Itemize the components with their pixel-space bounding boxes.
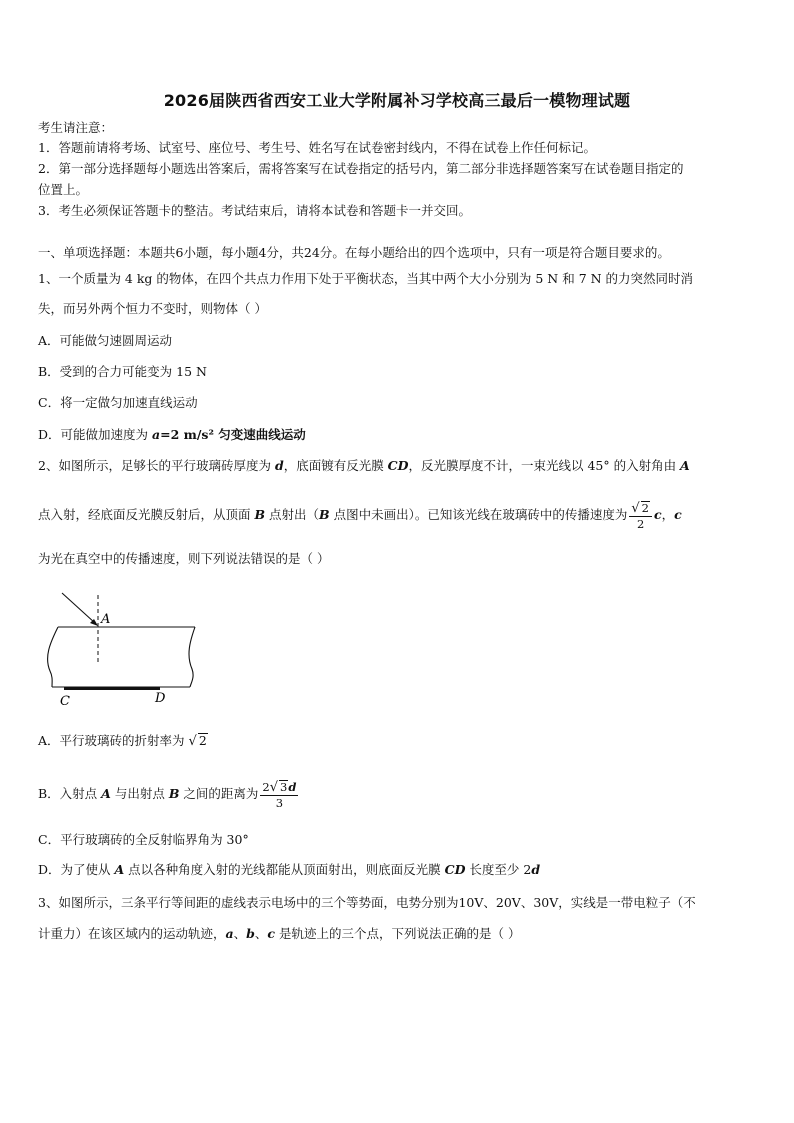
q2-opt-text: 长度至少 2 <box>465 862 532 877</box>
incident-ray <box>62 593 95 623</box>
q2-var-c: c <box>674 507 682 522</box>
q2-text: ， <box>661 507 675 522</box>
q2-distance-fraction: $\frac{2√ 3d}{3}$ <box>262 779 297 810</box>
q2-frac-coef: 2 <box>262 779 270 794</box>
q3-text: 计重力）在该区域内的运动轨迹， <box>38 926 226 941</box>
q3-text: 是轨迹上的三个点，下列说法正确的是（ ） <box>275 926 521 941</box>
q2-var-d: d <box>531 862 541 877</box>
q2-var-cd: CD <box>387 458 409 473</box>
page-title: 2026届陕西省西安工业大学附属补习学校高三最后一模物理试题 <box>163 91 631 110</box>
q2-opt-text: D．为了使从 <box>38 862 115 877</box>
q2-var-c: c <box>653 507 662 522</box>
q2-text: 点射出（ <box>265 507 320 522</box>
q3-var-c: c <box>267 926 276 941</box>
q1-stem-line2: 失，而另外两个恒力不变时，则物体（ ） <box>38 301 267 316</box>
q3-text: 、 <box>254 926 268 941</box>
q2-opt-text: B．入射点 <box>38 786 102 801</box>
q2-text: 点图中未画出）。已知该光线在玻璃砖中的传播速度为 <box>329 507 628 522</box>
q2-frac-radicand: 3 <box>280 779 288 794</box>
right-edge <box>189 627 195 687</box>
q2-text: 2、如图所示，足够长的平行玻璃砖厚度为 <box>38 458 275 473</box>
q2-stem-line2 <box>38 500 762 531</box>
q3-stem-line1: 3、如图所示，三条平行等间距的虚线表示电场中的三个等势面，电势分别为10V、20V、30V，实线是一带电粒子（不 <box>38 895 696 910</box>
q2-opt-text: 之间的距离为 <box>179 786 259 801</box>
q2-var-a: A <box>101 786 111 801</box>
q2-var-d: d <box>274 458 284 473</box>
notice-item-1: 1．答题前请将考场、试室号、座位号、考生号、姓名写在试卷密封线内，不得在试卷上作任何标记。 <box>38 140 596 155</box>
q2-opt-text: 与出射点 <box>110 786 169 801</box>
q2-opt-text: A．平行玻璃砖的折射率为 <box>38 733 189 748</box>
q2-option-c: C．平行玻璃砖的全反射临界角为 30° <box>38 832 249 847</box>
q2-speed-fraction: $\frac{√ 2}{2}$ <box>629 501 652 531</box>
label-c: C <box>60 694 70 709</box>
q2-frac-d: d <box>288 779 297 794</box>
notice-header: 考生请注意： <box>38 120 114 135</box>
q3-text: 、 <box>233 926 247 941</box>
q1-stem-line1: 1、一个质量为 4 kg 的物体，在四个共点力作用下处于平衡状态，当其中两个大小分别为 5 N 和 7 N 的力突然同时消 <box>38 271 694 286</box>
notice-item-2: 2．第一部分选择题每小题选出答案后，需将答案写在试卷指定的括号内，第二部分非选择题答案写在试卷题目指定的 <box>38 161 684 176</box>
q2-var-cd: CD <box>444 862 466 877</box>
q1-option-c: C．将一定做匀加速直线运动 <box>38 395 198 410</box>
q2-text: ，底面镀有反光膜 <box>283 458 388 473</box>
q2-text: ，反光膜厚度不计，一束光线以 45° 的入射角由 <box>408 458 681 473</box>
q2-option-d <box>38 862 762 878</box>
q1-option-b: B．受到的合力可能变为 15 N <box>38 364 207 379</box>
q3-var-b: b <box>246 926 255 941</box>
q2-text: 点入射，经底面反光膜反射后，从顶面 <box>38 507 255 522</box>
q1-option-d-pre: D．可能做加速度为 <box>38 427 152 442</box>
q2-var-a: A <box>680 458 690 473</box>
q2-option-a: A．平行玻璃砖的折射率为 √ 2 <box>38 733 207 749</box>
label-d: D <box>155 691 166 706</box>
q2-opt-text: 点以各种角度入射的光线都能从顶面射出，则底面反光膜 <box>124 862 445 877</box>
q2-var-a: A <box>114 862 125 877</box>
q2-stem-line1 <box>38 458 762 474</box>
q1-option-d <box>38 427 762 443</box>
q3-stem-line2 <box>38 926 762 942</box>
q2-stem-line3: 为光在真空中的传播速度，则下列说法错误的是（ ） <box>38 551 330 566</box>
q1-option-a: A．可能做匀速圆周运动 <box>38 333 173 348</box>
section-heading: 一、单项选择题：本题共6小题，每小题4分，共24分。在每小题给出的四个选项中，只有一项是符合题目要求的。 <box>38 245 670 260</box>
notice-item-2-cont: 位置上。 <box>38 182 89 197</box>
label-a: A <box>101 612 111 627</box>
notice-item-3: 3．考生必须保证答题卡的整洁。考试结束后，请将本试卷和答题卡一并交回。 <box>38 203 471 218</box>
q1-option-d-var: a <box>152 427 161 442</box>
q3-var-a: a <box>225 926 234 941</box>
q2-option-b <box>38 777 762 811</box>
q2-frac-den: 2 <box>637 516 645 531</box>
q2-var-b: B <box>254 507 266 522</box>
q2-frac-den: 3 <box>275 795 284 810</box>
q2-opt-a-radicand: 2 <box>198 733 207 748</box>
q2-figure <box>40 585 210 710</box>
q2-var-b: B <box>319 507 330 522</box>
q2-frac-num: 2 <box>641 500 649 515</box>
q2-var-b: B <box>168 786 180 801</box>
left-edge <box>48 627 58 687</box>
q1-option-d-val: =2 m/s² 匀变速曲线运动 <box>160 427 306 442</box>
